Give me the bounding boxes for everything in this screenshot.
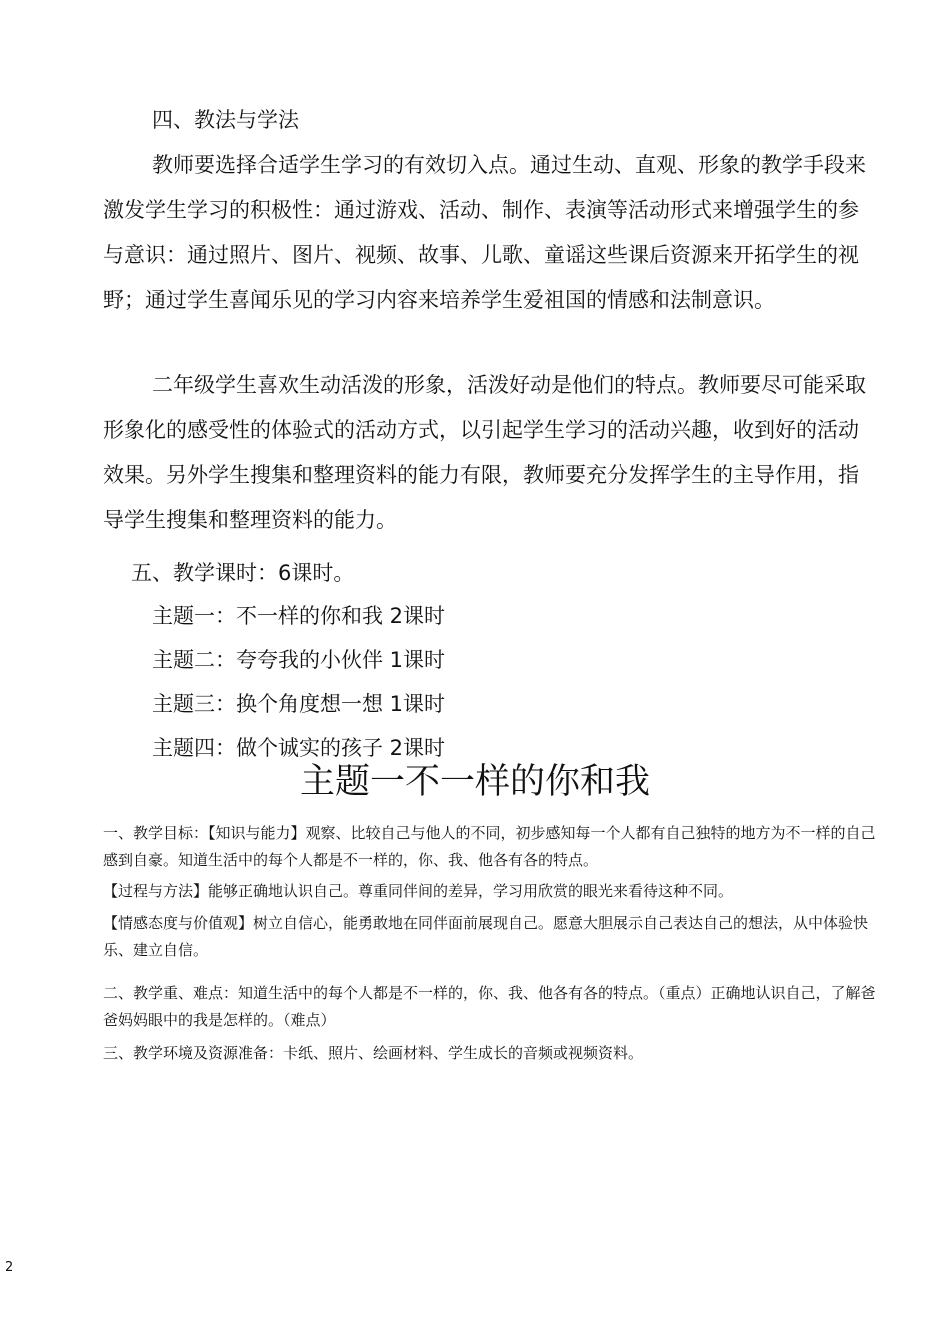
section-4-paragraph-2: 二年级学生喜欢生动活泼的形象，活泼好动是他们的特点。教师要尽可能采取形象化的感受性的体验式的活动方式，以引起学生学习的活动兴趣，收到好的活动效果。另外学生搜集和整理资料的能力有限，教师要充分发挥学生的主导作用，指导学生搜集和整理资料的能力。: [103, 373, 866, 532]
topic-item: 主题四：做个诚实的孩子 2课时: [152, 736, 446, 760]
topic-item: 主题一：不一样的你和我 2课时: [152, 604, 446, 628]
section-5-heading: 五、教学课时：6课时。: [131, 561, 355, 585]
topic-item: 主题三：换个角度想一想 1课时: [152, 692, 446, 716]
emotion-and-values: 【情感态度与价值观】树立自信心，能勇敢地在同伴面前展现自己。愿意大胆展示自己表达自己的想法，从中体验快乐、建立自信。: [103, 914, 869, 959]
page-number: 2: [5, 1260, 14, 1275]
lesson-title: 主题一不一样的你和我: [299, 762, 650, 802]
process-and-method: 【过程与方法】能够正确地认识自己。尊重同伴间的差异，学习用欣赏的眼光来看待这种不同。: [103, 882, 734, 900]
section-4-paragraph-1: 教师要选择合适学生学习的有效切入点。通过生动、直观、形象的教学手段来激发学生学习的积极性：通过游戏、活动、制作、表演等活动形式来增强学生的参与意识：通过照片、图片、视频、故事、儿歌、童谣这些课后资源来开拓学生的视野；通过学生喜闻乐见的学习内容来培养学生爱祖国的情感和法制意识。: [103, 153, 866, 312]
topic-item: 主题二：夸夸我的小伙伴 1课时: [152, 648, 446, 672]
key-and-difficult-points: 二、教学重、难点：知道生活中的每个人都是不一样的，你、我、他各有各的特点。（重点）正确地认识自己，了解爸爸妈妈眼中的我是怎样的。（难点）: [103, 984, 876, 1029]
teaching-goals: 一、教学目标：【知识与能力】观察、比较自己与他人的不同，初步感知每一个人都有自己独特的地方为不一样的自己感到自豪。知道生活中的每个人都是不一样的，你、我、他各有各的特点。: [103, 824, 876, 869]
section-4-heading: 四、教法与学法: [152, 108, 299, 132]
resource-preparation: 三、教学环境及资源准备：卡纸、照片、绘画材料、学生成长的音频或视频资料。: [103, 1044, 644, 1062]
